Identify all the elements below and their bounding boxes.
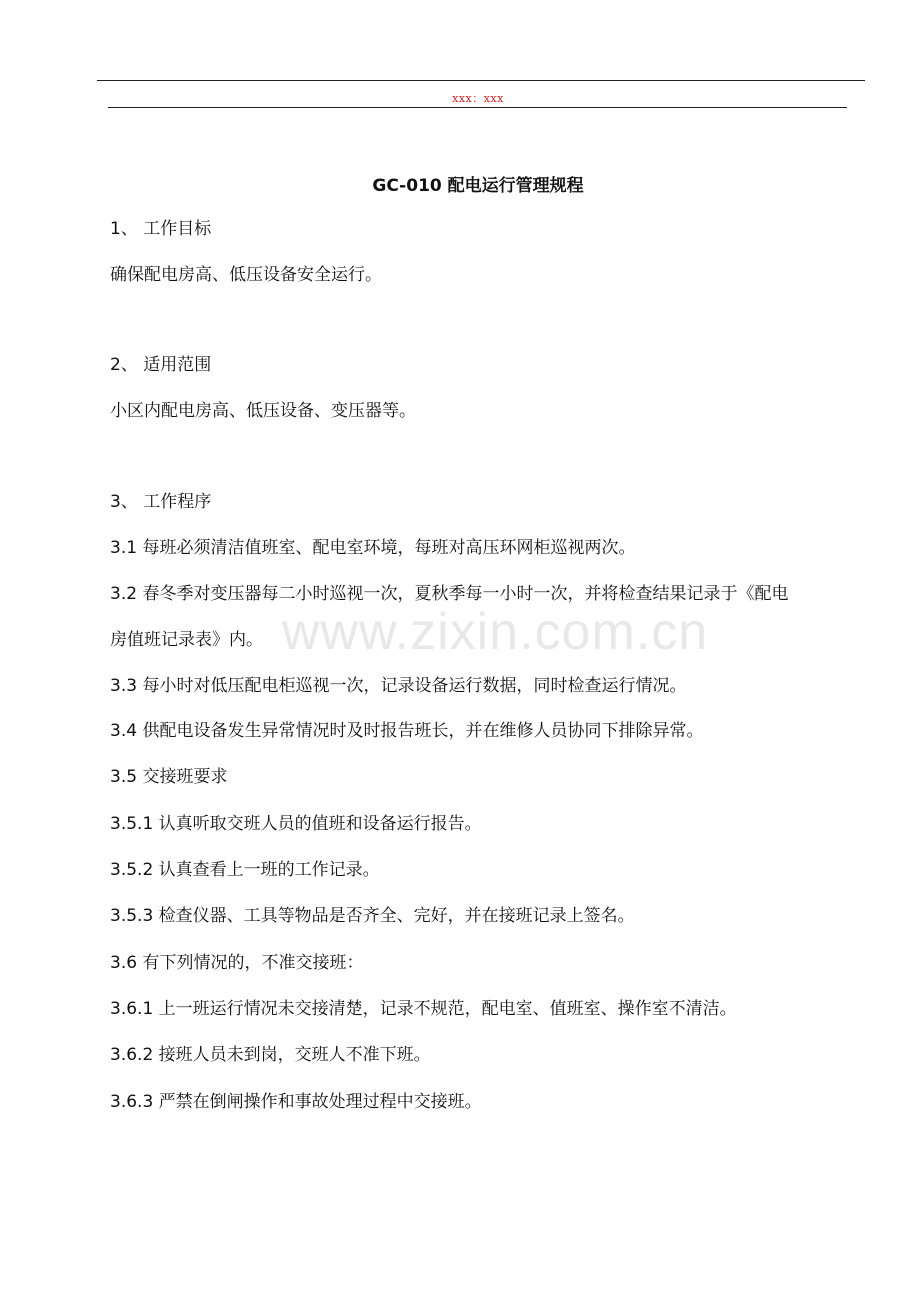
subsection-heading: 3.6 有下列情况的，不准交接班： xyxy=(110,953,364,973)
header-text: xxx：xxx xyxy=(452,92,504,105)
watermark-text: www.zixin.com.cn xyxy=(281,603,709,661)
list-item: 3.1 每班必须清洁值班室、配电室环境，每班对高压环网柜巡视两次。 xyxy=(110,538,636,558)
list-item: 3.5.2 认真查看上一班的工作记录。 xyxy=(110,860,380,880)
paragraph: 小区内配电房高、低压设备、变压器等。 xyxy=(110,401,416,421)
header-rule-top xyxy=(97,80,865,81)
paragraph: 确保配电房高、低压设备安全运行。 xyxy=(110,265,382,285)
list-item: 3.6.3 严禁在倒闸操作和事故处理过程中交接班。 xyxy=(110,1092,482,1112)
list-item: 3.6.2 接班人员未到岗，交班人不准下班。 xyxy=(110,1045,431,1065)
list-item: 3.6.1 上一班运行情况未交接清楚，记录不规范，配电室、值班室、操作室不清洁。 xyxy=(110,999,737,1019)
list-item-continuation: 房值班记录表》内。 xyxy=(110,630,263,650)
list-item: 3.5.1 认真听取交班人员的值班和设备运行报告。 xyxy=(110,814,482,834)
subsection-heading: 3.5 交接班要求 xyxy=(110,767,228,787)
section-heading-1: 1、 工作目标 xyxy=(110,219,212,239)
list-item: 3.3 每小时对低压配电柜巡视一次，记录设备运行数据，同时检查运行情况。 xyxy=(110,676,687,696)
header-rule-bottom xyxy=(108,107,847,108)
document-title: GC-010 配电运行管理规程 xyxy=(372,176,584,196)
list-item: 3.4 供配电设备发生异常情况时及时报告班长，并在维修人员协同下排除异常。 xyxy=(110,721,704,741)
section-heading-2: 2、 适用范围 xyxy=(110,355,212,375)
section-heading-3: 3、 工作程序 xyxy=(110,492,212,512)
list-item: 3.5.3 检查仪器、工具等物品是否齐全、完好，并在接班记录上签名。 xyxy=(110,906,635,926)
list-item: 3.2 春冬季对变压器每二小时巡视一次，夏秋季每一小时一次，并将检查结果记录于《配电 xyxy=(110,584,789,604)
